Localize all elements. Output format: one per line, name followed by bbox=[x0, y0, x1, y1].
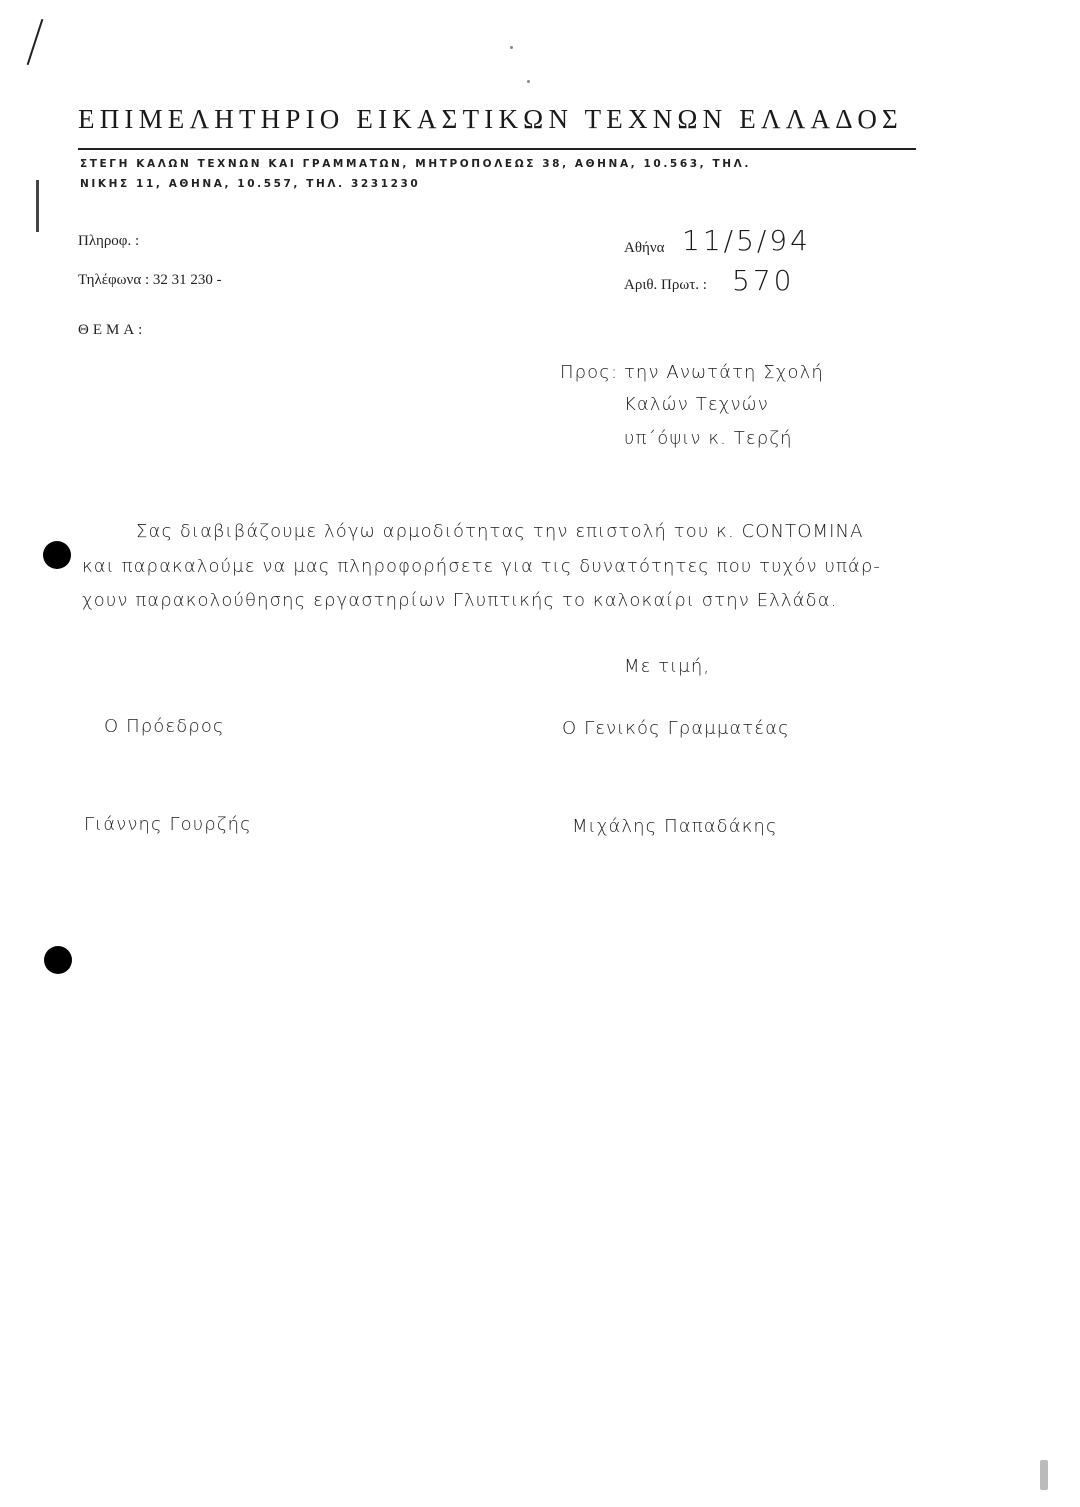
letterhead-address-1: ΣΤΕΓΗ ΚΑΛΩΝ ΤΕΧΝΩΝ ΚΑΙ ΓΡΑΜΜΑΤΩΝ, ΜΗΤΡΟΠΟΛΕΩΣ 38, ΑΘΗΝΑ, 10.563, ΤΗΛ. bbox=[80, 158, 751, 170]
organization-title: ΕΠΙΜΕΛΗΤΗΡΙΟ ΕΙΚΑΣΤΙΚΩΝ ΤΕΧΝΩΝ ΕΛΛΑΔΟΣ bbox=[78, 104, 903, 134]
secretary-name: Μιχάλης Παπαδάκης bbox=[572, 816, 778, 837]
date-label: Αθήνα bbox=[624, 240, 665, 256]
president-title: Ο Πρόεδρος bbox=[104, 716, 225, 737]
punch-hole bbox=[44, 946, 72, 974]
body-line-3: χουν παρακολούθησης εργαστηρίων Γλυπτικής το καλοκαίρι στην Ελλάδα. bbox=[82, 590, 838, 611]
left-margin-bar bbox=[36, 180, 39, 232]
recipient-prefix: Προς: bbox=[560, 362, 619, 383]
body-line-2: και παρακαλούμε να μας πληροφορήσετε για τις δυνατότητες που τυχόν υπάρ- bbox=[82, 556, 882, 577]
recipient-line-2: Καλών Τεχνών bbox=[624, 394, 769, 415]
corner-slash-mark bbox=[27, 19, 44, 65]
letterhead-divider bbox=[78, 148, 916, 150]
secretary-title: Ο Γενικός Γραμματέας bbox=[562, 718, 790, 739]
recipient-line-1: την Ανωτάτη Σχολή bbox=[624, 362, 824, 383]
scan-speck bbox=[1040, 1460, 1048, 1490]
phone-label: Τηλέφωνα : 32 31 230 - bbox=[78, 272, 222, 288]
protocol-value: 570 bbox=[732, 264, 795, 297]
protocol-label: Αριθ. Πρωτ. : bbox=[624, 277, 707, 293]
letterhead-address-2: ΝΙΚΗΣ 11, ΑΘΗΝΑ, 10.557, ΤΗΛ. 3231230 bbox=[80, 178, 421, 190]
subject-label: ΘΕΜΑ: bbox=[78, 322, 147, 338]
scan-speck bbox=[510, 46, 513, 49]
punch-hole bbox=[43, 541, 71, 569]
president-name: Γιάννης Γουρζής bbox=[84, 814, 252, 835]
body-line-1: Σας διαβιβάζουμε λόγω αρμοδιότητας την επιστολή του κ. CONTOMINA bbox=[136, 521, 864, 542]
closing: Με τιμή, bbox=[624, 656, 711, 677]
date-value: 11/5/94 bbox=[682, 224, 811, 257]
info-label: Πληροφ. : bbox=[78, 233, 140, 249]
scan-speck bbox=[527, 80, 530, 83]
recipient-line-3: υπ΄όψιν κ. Τερζή bbox=[624, 428, 793, 449]
